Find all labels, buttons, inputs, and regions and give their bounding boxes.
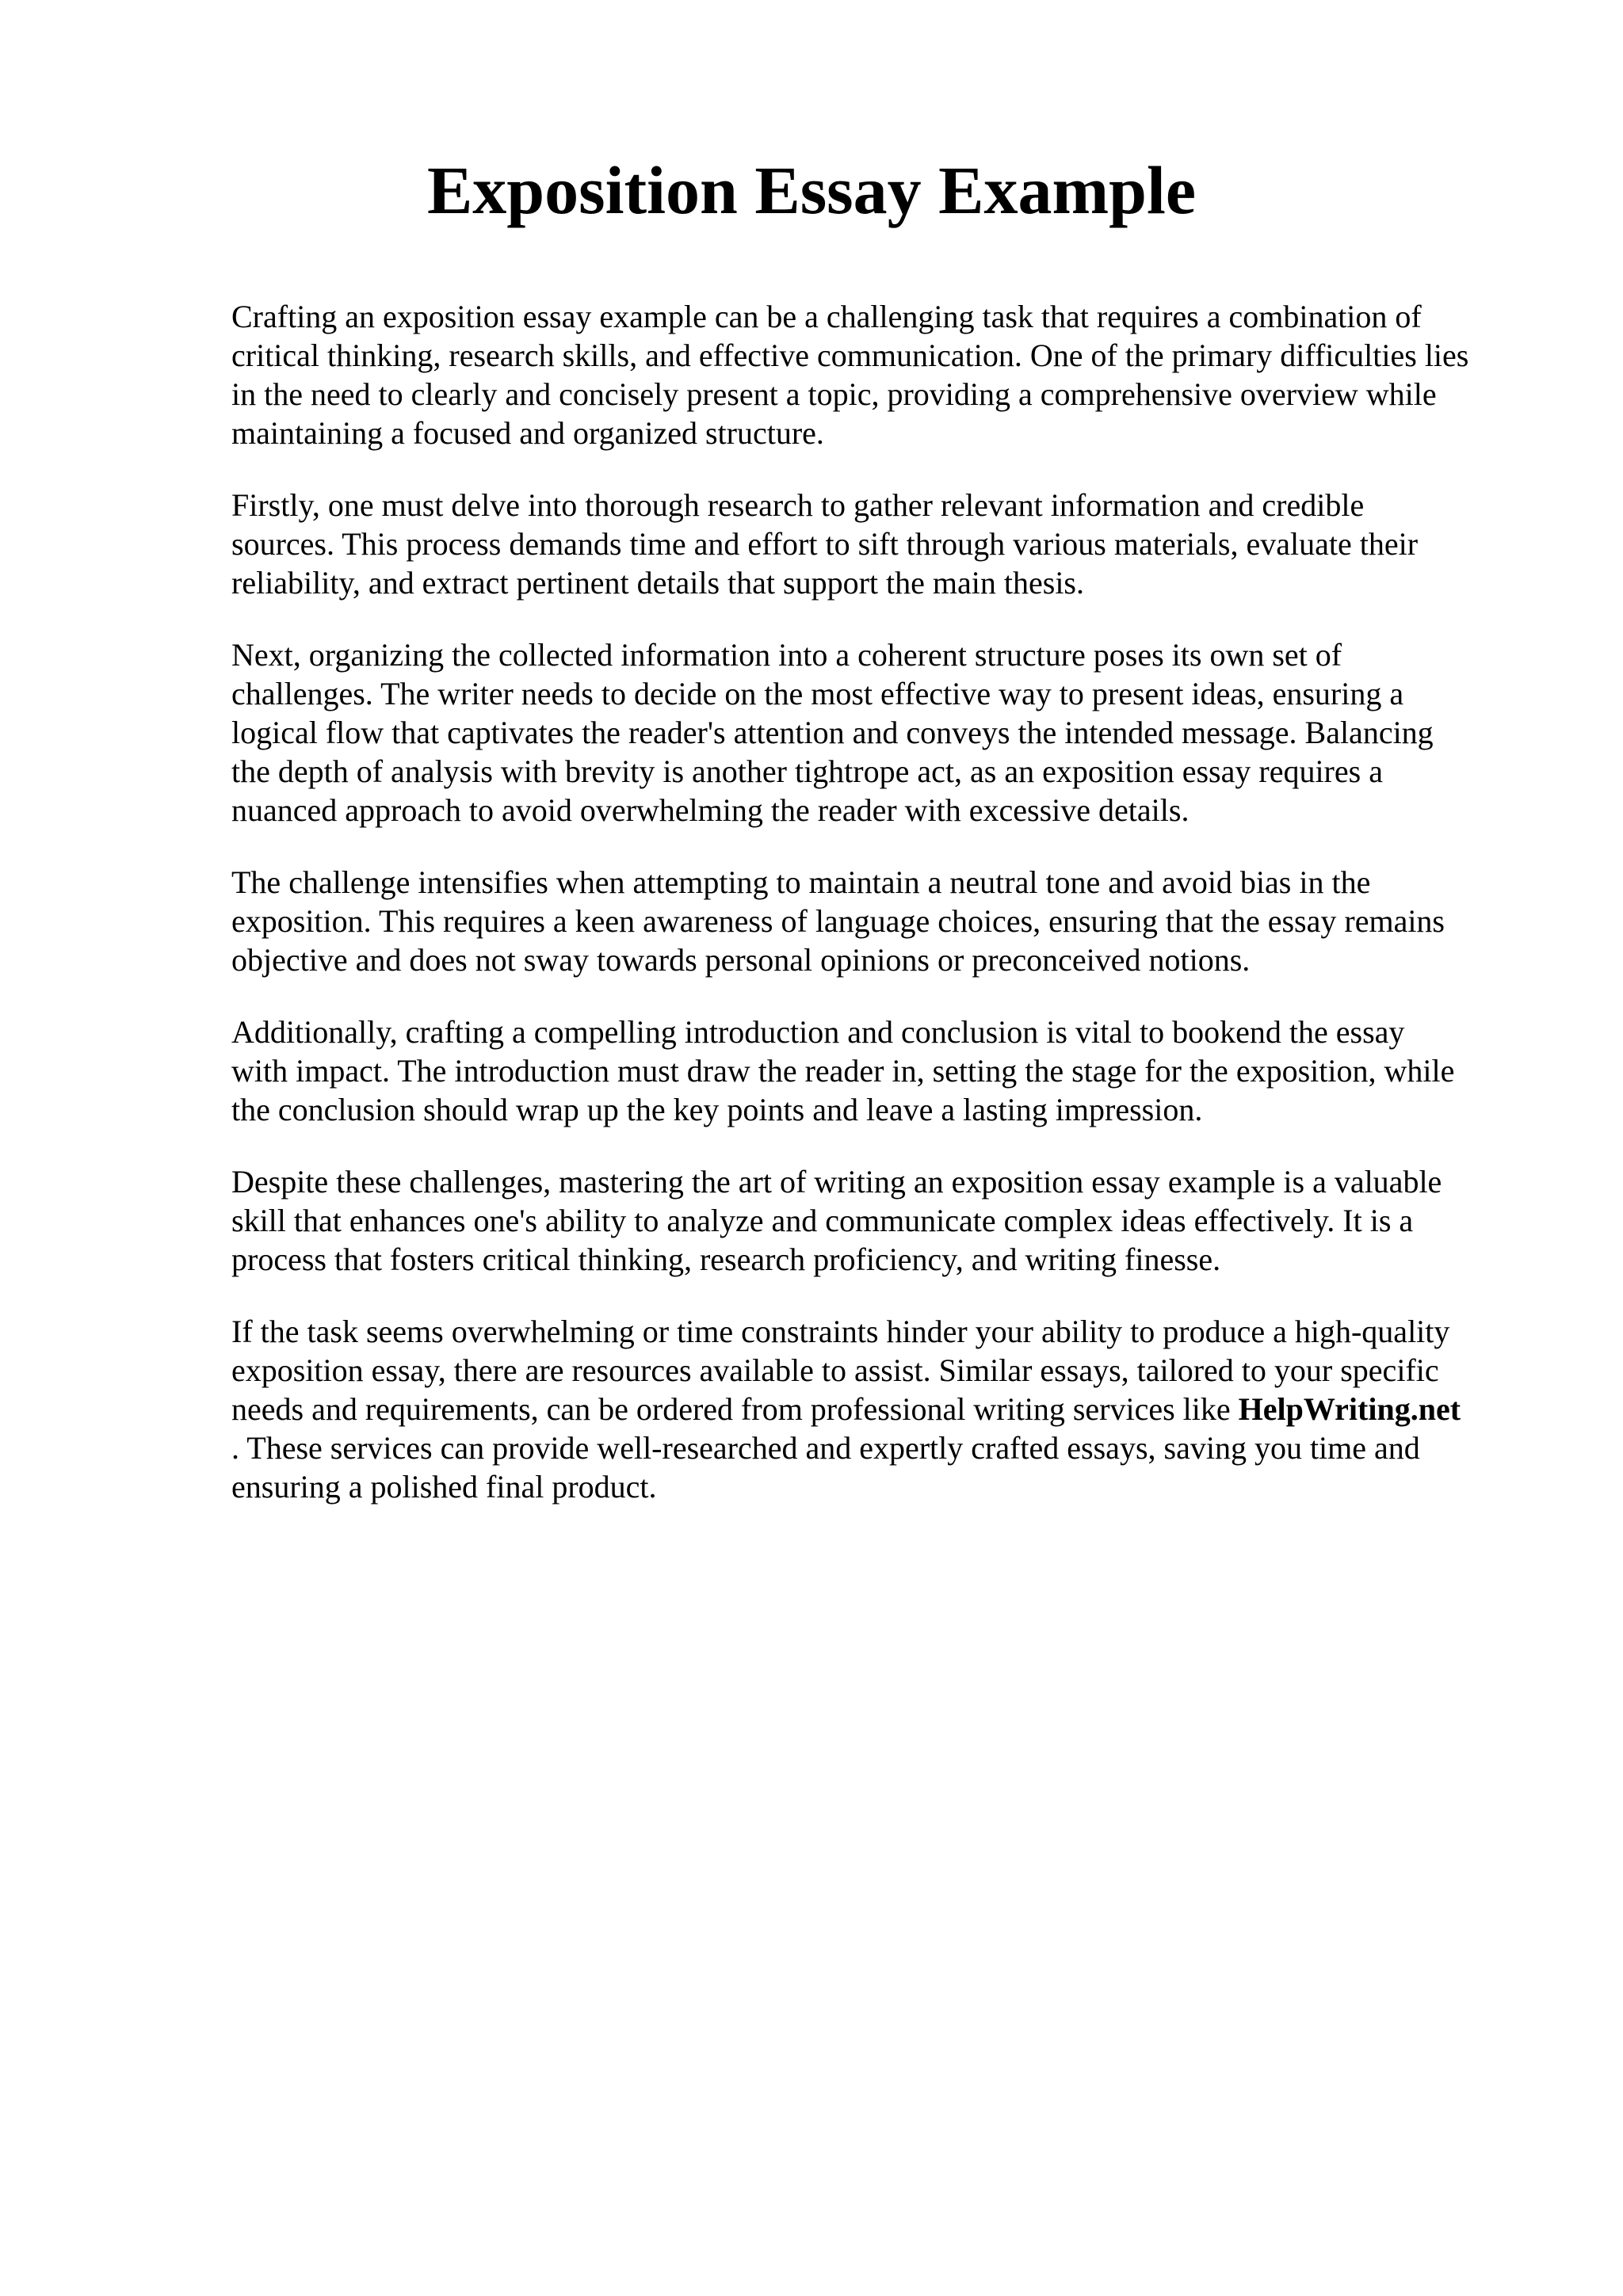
paragraph-6: Despite these challenges, mastering the art of writing an exposition essay example is a valuable skill that enhances one's ability to analyze and communicate complex ideas effectively. It is a process that fosters critical thinking, research proficiency, and writing finesse. — [231, 1164, 1442, 1277]
helpwriting-link[interactable]: HelpWriting.net — [1238, 1391, 1461, 1427]
paragraph-7-text-after-link: . These services can provide well-researched and expertly crafted essays, saving you time and ensuring a polished final product. — [231, 1430, 1420, 1505]
paragraph-3: Next, organizing the collected information into a coherent structure poses its own set of challenges. The writer needs to decide on the most effective way to present ideas, ensuring a logical flow that captivates the reader's attention and conveys the intended message. Balancing the depth of analysis with brevity is another tightrope act, as an exposition essay requires a nuanced approach to avoid overwhelming the reader with excessive details. — [231, 637, 1434, 828]
paragraph-4: The challenge intensifies when attempting to maintain a neutral tone and avoid bias in the exposition. This requires a keen awareness of language choices, ensuring that the essay remains objective and does not sway towards personal opinions or preconceived notions. — [231, 864, 1445, 978]
page-title: Exposition Essay Example — [426, 152, 1197, 228]
essay-body — [231, 297, 1523, 1539]
paragraph-7-text-before-link: If the task seems overwhelming or time constraints hinder your ability to produce a high-quality exposition essay, there are resources available to assist. Similar essays, tailored to your specific needs and requirements, can be ordered from professional writing services like — [231, 1314, 1450, 1427]
paragraph-7 — [231, 1312, 1523, 1506]
paragraph-1: Crafting an exposition essay example can be a challenging task that requires a combination of critical thinking, research skills, and effective communication. One of the primary difficulties lies in the need to clearly and concisely present a topic, providing a comprehensive overview while maintaining a focused and organized structure. — [231, 299, 1469, 451]
paragraph-2: Firstly, one must delve into thorough research to gather relevant information and credible sources. This process demands time and effort to sift through various materials, evaluate their reliability, and extract pertinent details that support the main thesis. — [231, 487, 1419, 601]
paragraph-5: Additionally, crafting a compelling introduction and conclusion is vital to bookend the essay with impact. The introduction must draw the reader in, setting the stage for the exposition, while the conclusion should wrap up the key points and leave a lasting impression. — [231, 1014, 1455, 1127]
